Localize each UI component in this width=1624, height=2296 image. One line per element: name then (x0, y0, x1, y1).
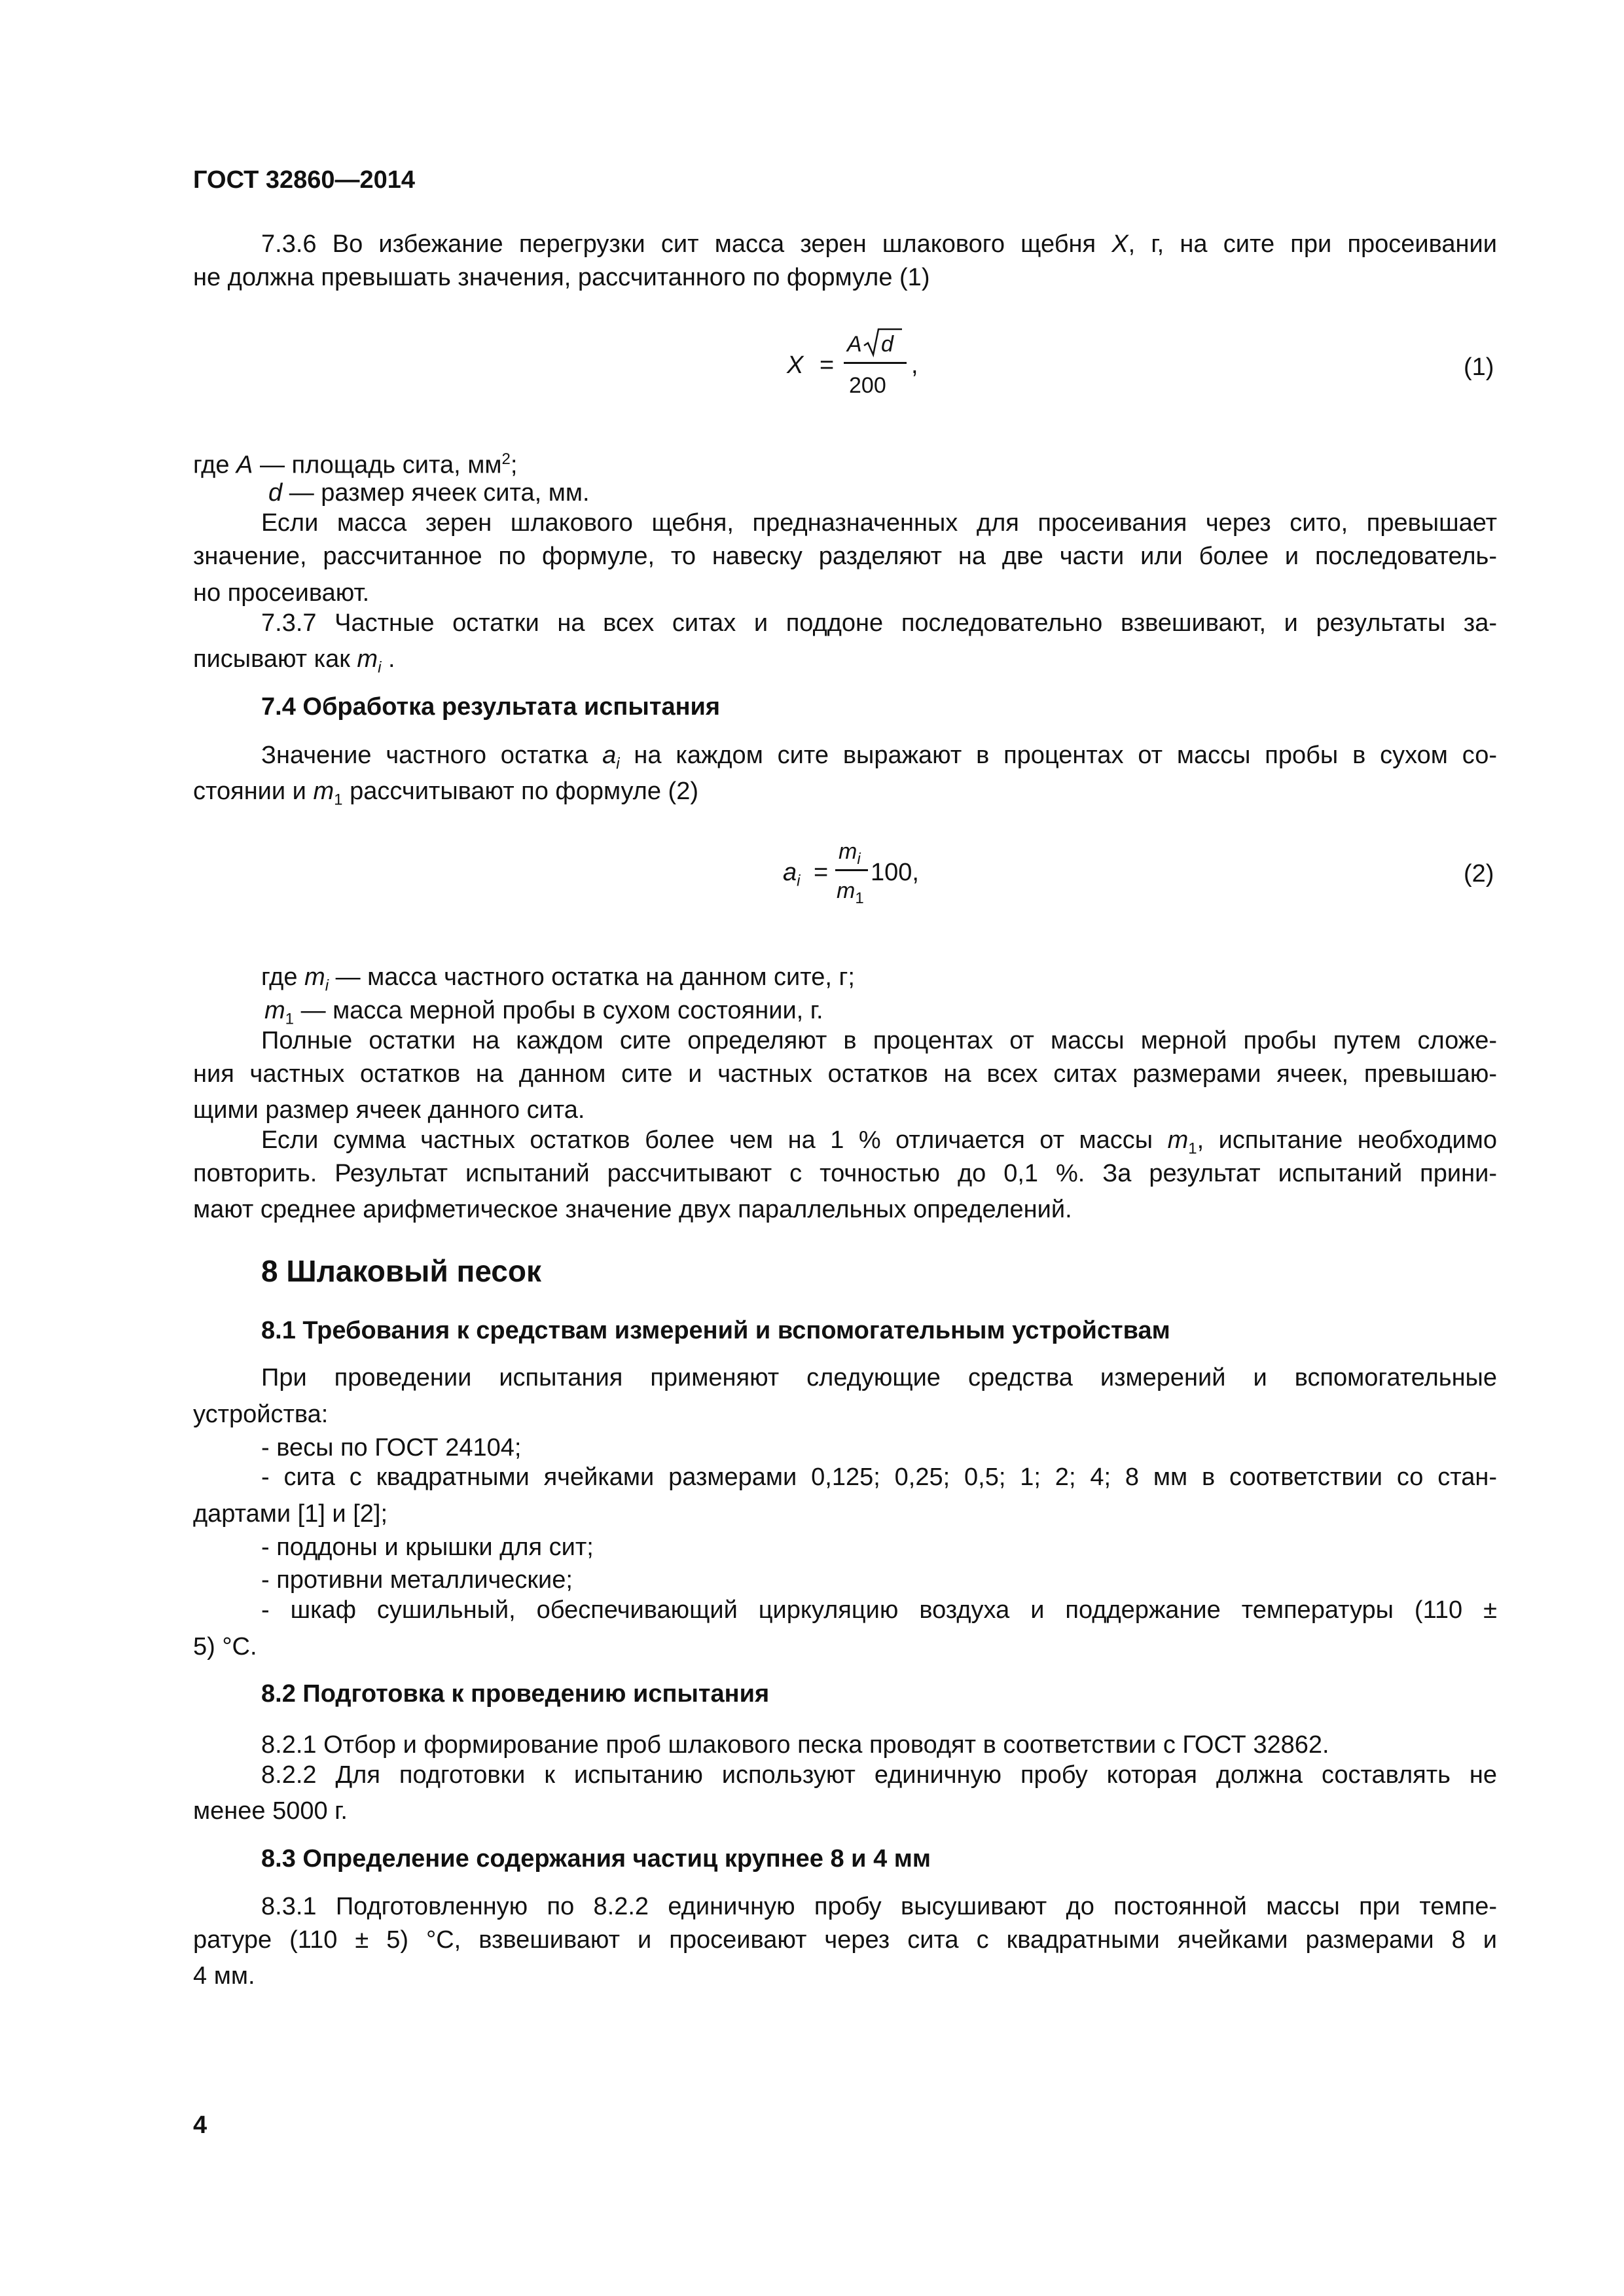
section-8-2-2-line-2: менее 5000 г. (193, 1797, 348, 1825)
page-number: 4 (193, 2111, 208, 2139)
paragraph-sum-line-3: мают среднее арифметическое значение двух параллельных определений. (193, 1196, 1072, 1223)
where-2-m1: $m_1$ — масса мерной пробы в сухом состоянии, г. (264, 997, 823, 1028)
paragraph-736-line-1: 7.3.6 Во избежание перегрузки сит масса зерен шлакового щебня X, г, на сите при просеивании (261, 230, 1497, 258)
list-item-sieves-line-2: дартами [1] и [2]; (193, 1500, 388, 1528)
section-7-4-line-2: стоянии и $m_1$ рассчитывают по формуле (2) (193, 778, 698, 809)
formula-1-den: 200 (849, 373, 886, 398)
formula-2-fraction-bar (835, 869, 868, 871)
section-7-4-line-1: Значение частного остатка $a_i$ на каждом сите выражают в процентах от массы пробы в сухом со- (261, 742, 1497, 773)
formula-2-den: $m_1$ (837, 878, 864, 907)
formula-2-lhs: $a_i$ (783, 859, 801, 890)
paragraph-737-line-1: 7.3.7 Частные остатки на всех ситах и поддоне последовательно взвешивают, и результаты за- (261, 609, 1497, 637)
formula-1-eq: = (820, 351, 835, 379)
list-item-sieves-line-1: - сита с квадратными ячейками размерами 0,125; 0,25; 0,5; 1; 2; 4; 8 мм в соответствии со стан- (261, 1463, 1497, 1491)
paragraph-mass-line-1: Если масса зерен шлакового щебня, предназначенных для просеивания через сито, превышает (261, 509, 1497, 537)
list-item-pans: - поддоны и крышки для сит; (261, 1534, 594, 1561)
section-8-3-title: 8.3 Определение содержания частиц крупнее 8 и 4 мм (261, 1845, 931, 1873)
list-item-trays: - противни металлические; (261, 1566, 573, 1594)
where-2-mi: где $m_i$ — масса частного остатка на данном сите, г; (261, 963, 855, 995)
section-8-title: 8 Шлаковый песок (261, 1254, 541, 1288)
formula-1-number: (1) (1464, 353, 1494, 381)
list-item-oven-line-2: 5) °С. (193, 1633, 257, 1660)
paragraph-mass-line-2: значение, рассчитанное по формуле, то навеску разделяют на две части или более и последователь- (193, 543, 1497, 570)
formula-2-number: (2) (1464, 860, 1494, 888)
formula-2-eq: = (814, 859, 829, 886)
paragraph-sum-line-1: Если сумма частных остатков более чем на 1 % отличается от массы $m_1$, испытание необходимо (261, 1126, 1497, 1158)
paragraph-mass-line-3: но просеивают. (193, 579, 370, 607)
section-8-3-1-line-2: ратуре (110 ± 5) °С, взвешивают и просеивают через сита с квадратными ячейками размерами 8 и (193, 1926, 1497, 1954)
list-item-scales: - весы по ГОСТ 24104; (261, 1434, 522, 1462)
section-8-3-1-line-1: 8.3.1 Подготовленную по 8.2.2 единичную пробу высушивают до постоянной массы при темпе- (261, 1893, 1497, 1920)
section-8-1-line-1: При проведении испытания применяют следующие средства измерений и вспомогательные (261, 1364, 1497, 1391)
list-item-oven-line-1: - шкаф сушильный, обеспечивающий циркуляцию воздуха и поддержание температуры (110 ± (261, 1596, 1497, 1624)
section-8-2-1: 8.2.1 Отбор и формирование проб шлакового песка проводят в соответствии с ГОСТ 32862. (261, 1731, 1329, 1759)
section-7-4-title: 7.4 Обработка результата испытания (261, 693, 721, 721)
formula-1-num-a: A (847, 332, 862, 357)
formula-2-multiplier: 100, (871, 859, 919, 886)
document-header: ГОСТ 32860—2014 (193, 166, 416, 194)
paragraph-737-line-2: писывают как $m_i$ . (193, 645, 395, 677)
paragraph-full-line-3: щими размер ячеек данного сита. (193, 1096, 585, 1124)
paragraph-736-line-2: не должна превышать значения, рассчитанного по формуле (1) (193, 264, 930, 291)
section-8-1-title: 8.1 Требования к средствам измерений и вспомогательным устройствам (261, 1317, 1170, 1344)
formula-1-num-d: d (881, 332, 893, 357)
paragraph-full-line-2: ния частных остатков на данном сите и частных остатков на всех ситах размерами ячеек, превышаю- (193, 1060, 1497, 1088)
section-8-3-1-line-3: 4 мм. (193, 1962, 255, 1990)
paragraph-sum-line-2: повторить. Результат испытаний рассчитывают с точностью до 0,1 %. За результат испытаний прини- (193, 1160, 1497, 1187)
formula-1-comma: , (911, 351, 918, 379)
section-8-2-2-line-1: 8.2.2 Для подготовки к испытанию используют единичную пробу которая должна составлять не (261, 1761, 1497, 1789)
where-1-a: где A — площадь сита, $мм^2$; (193, 450, 518, 479)
paragraph-full-line-1: Полные остатки на каждом сите определяют в процентах от массы мерной пробы путем сложе- (261, 1027, 1497, 1054)
formula-1-lhs: X (787, 351, 804, 379)
formula-1-fraction-bar (844, 362, 907, 364)
section-8-1-line-2: устройства: (193, 1401, 329, 1428)
where-1-d: d — размер ячеек сита, мм. (268, 479, 590, 507)
section-8-2-title: 8.2 Подготовка к проведению испытания (261, 1680, 770, 1708)
formula-2-num: $m_i$ (839, 839, 861, 868)
